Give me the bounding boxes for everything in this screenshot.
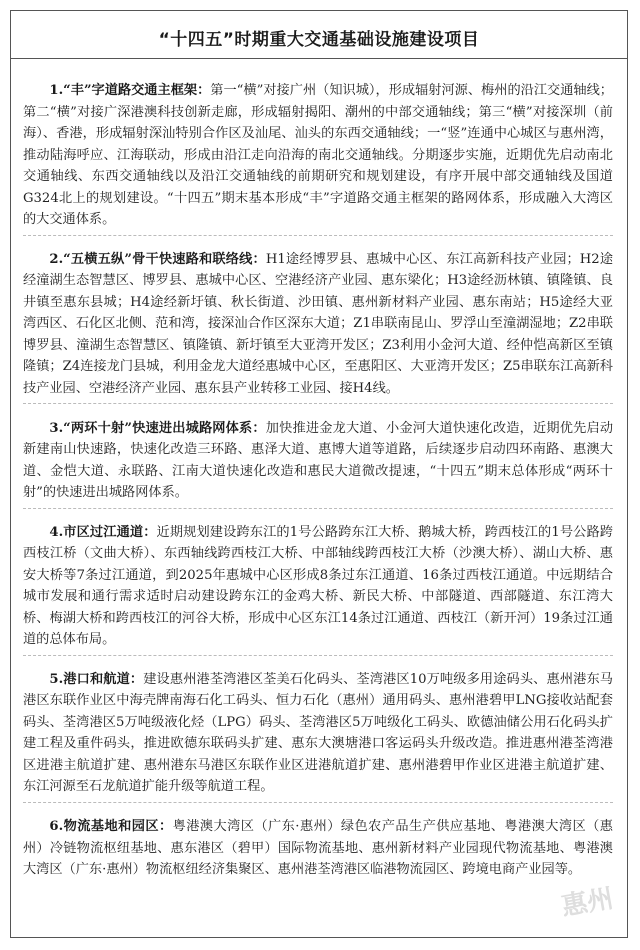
section-heading: 2.“五横五纵”骨干快速路和联络线： (49, 251, 266, 267)
section-ports-waterways (23, 669, 613, 803)
section-heading: 5.港口和航道： (49, 671, 144, 687)
section-heading: 4.市区过江通道： (49, 524, 157, 540)
section-ring-roads (23, 418, 613, 509)
section-body: 加快推进金龙大道、小金河大道快速化改造，近期优先启动新建南山快速路，快速化改造三环路、惠泽大道、惠博大道等道路，后续逐步启动四环南路、惠澳大道、金恺大道、永联路、江南大道快速化改造和惠民大道微改提速，“十四五”期末总体形成“两环十射”的快速进出城路网体系。 (23, 420, 614, 501)
section-body: H1途经博罗县、惠城中心区、东江高新科技产业园；H2途经潼湖生态智慧区、博罗县、惠城中心区、空港经济产业园、惠东梁化；H3途经沥林镇、镇隆镇、良井镇至惠东县城；H4途经新圩镇、秋长街道、沙田镇、惠州新材料产业园、惠东南站；H5途经大亚湾西区、石化区北侧、范和湾，接深汕合作区深东大道；Z1串联南昆山、罗浮山至潼湖湿地；Z2串联博罗县、潼湖生态智慧区、镇隆镇、新圩镇至大亚湾开发区；Z3利用小金河大道、经仲恺高新区至镇隆镇；Z4连接龙门县城，利用金龙大道经惠城中心区，至惠阳区、大亚湾开发区；Z5串联东江高新科技产业园、空港经济产业园、惠东县产业转移工业园、接H4线。 (23, 251, 614, 396)
section-main-framework (23, 80, 613, 236)
section-body: 近期规划建设跨东江的1号公路跨东江大桥、鹅城大桥，跨西枝江的1号公路跨西枝江桥（文曲大桥）、东西轴线跨西枝江大桥、中部轴线跨西枝江大桥（沙澳大桥）、湖山大桥、惠安大桥等7条过江通道，到2025年惠城中心区形成8条过东江通道、16条过西枝江通道。中远期结合城市发展和通行需求适时启动建设跨东江的金鸡大桥、新民大桥、中部隧道、西部隧道、东江湾大桥、梅湖大桥和跨西枝江的河谷大桥，形成中心区东江14条过江通道、西枝江（新开河）19条过江通道的总体布局。 (23, 524, 613, 648)
watermark-logo: 惠州 (559, 883, 616, 923)
section-river-crossings (23, 522, 613, 656)
document-panel (10, 10, 628, 938)
section-body: 粤港澳大湾区（广东·惠州）绿色农产品生产供应基地、粤港澳大湾区（惠州）冷链物流枢纽基地、惠东港区（碧甲）国际物流基地、惠州新材料产业园现代物流基地、粤港澳大湾区（广东·惠州）物流枢纽经济集聚区、惠州港荃湾港区临港物流园区、跨境电商产业园等。 (23, 819, 613, 878)
section-heading: 1.“丰”字道路交通主框架： (49, 83, 211, 99)
section-logistics (23, 816, 613, 885)
section-heading: 6.物流基地和园区： (49, 819, 173, 835)
section-body: 第一“横”对接广州（知识城），形成辐射河源、梅州的沿江交通轴线；第二“横”对接广深港澳科技创新走廊，形成辐射揭阳、潮州的中部交通轴线；第三“横”对接深圳（前海）、香港，形成辐射深汕特别合作区及汕尾、汕头的东西交通轴线；一“竖”连通中心城区与惠州湾，推动陆海呼应、江海联动，形成由沿江走向沿海的南北交通轴线。分期逐步实施，近期优先启动南北交通轴线、东西交通轴线以及沿江交通轴线的前期研究和规划建设，有序开展中部交通轴线及国道G324北上的规划建设。“十四五”期末基本形成“丰”字道路交通主框架的路网体系，形成融入大湾区的大交通体系。 (23, 83, 613, 228)
section-heading: 3.“两环十射”快速进出城路网体系： (49, 420, 266, 436)
section-expressways (23, 249, 613, 405)
section-body: 建设惠州港荃湾港区荃美石化码头、荃湾港区10万吨级多用途码头、惠州港东马港区东联作业区中海壳牌南海石化工码头、恒力石化（惠州）通用码头、惠州港碧甲LNG接收站配套码头、荃湾港区5万吨级液化烃（LPG）码头、荃湾港区5万吨级化工码头、欧德油储公用石化码头扩建工程及重件码头，推进欧德东联码头扩建、惠东大澳塘港口客运码头升级改造。推进惠州港荃湾港区进港主航道扩建、惠州港东马港区东联作业区进港航道扩建、惠州港碧甲作业区进港主航道扩建、东江河源至石龙航道扩能升级等航道工程。 (23, 671, 613, 795)
page-title: “十四五”时期重大交通基础设施建设项目 (11, 11, 627, 59)
project-list (11, 59, 627, 885)
